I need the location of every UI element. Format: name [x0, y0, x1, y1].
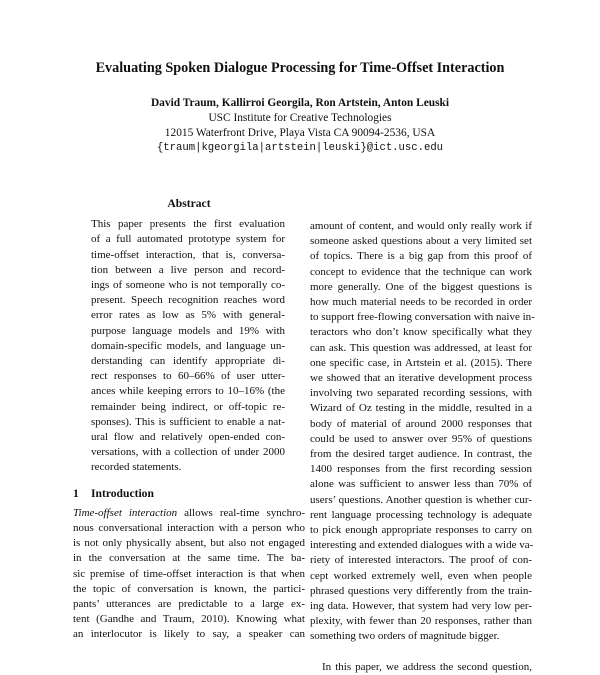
body-line: Wizard of Oz testing in the middle, resulted in a: [310, 402, 532, 415]
abstract-heading: Abstract: [167, 197, 211, 210]
abstract-line: domain-specific models, and language un-: [91, 339, 285, 352]
body-line: we showed that an iterative development process: [310, 372, 532, 385]
intro-line: in the conversation at the same time. The ba-: [73, 552, 305, 565]
body-line: ing data. However, that system had very low per-: [310, 600, 532, 613]
paper-title: Evaluating Spoken Dialogue Processing for Time-Offset Interaction: [95, 60, 505, 76]
abstract-line: of a full automated prototype system for: [91, 233, 285, 246]
author-block: [0, 96, 600, 156]
abstract-line: rect responses to 60–66% of user utter-: [91, 370, 285, 383]
intro-line: sic premise of time-offset interaction is that when: [73, 567, 305, 580]
body-line: more generally. One of the biggest questions is: [310, 280, 532, 293]
introduction-body: [73, 506, 305, 643]
body-line: one specific case, in Artstein et al. (2015). There: [310, 356, 532, 369]
body-line: teractors who don’t know specifically what they: [310, 326, 532, 339]
abstract-line: This paper presents the first evaluation: [91, 218, 285, 231]
abstract-line: remainder being indirect, or off-topic re-: [91, 400, 285, 413]
body-line: could be used to answer over 95% of questions: [310, 432, 532, 445]
body-line: body of material of around 2000 responses that: [310, 417, 532, 430]
body-line: riety of interested interactors. The proof of con-: [310, 554, 532, 567]
author-affiliation: USC Institute for Creative Technologies: [208, 112, 392, 124]
body-line: users’ questions. Another question is whether cur-: [310, 493, 532, 506]
body-line: to pick enough appropriate responses to carry on: [310, 524, 532, 537]
body-line: someone asked questions about a very limited set: [310, 235, 532, 248]
intro-line-rest: allows real-time synchro-: [177, 506, 305, 519]
intro-line: pants’ utterances are predictable to a large ex-: [73, 598, 305, 611]
body-line: concept to evidence that the technique can work: [310, 265, 532, 278]
abstract-line: present. Speech recognition reaches word: [91, 294, 285, 307]
author-email: {traum|kgeorgila|artstein|leuski}@ict.usc.edu: [156, 142, 444, 154]
abstract-line: error rates as low as 5% with general-: [91, 309, 285, 322]
body-line: 1400 responses from the first recording session: [310, 463, 532, 476]
intro-line: nous conversational interaction with a person who: [73, 522, 305, 535]
abstract-line: derstanding can identify appropriate di-: [91, 355, 285, 368]
body-line: alone was sufficient to answer less than 70% of: [310, 478, 532, 491]
body-line: In this paper, we address the second question,: [322, 660, 532, 673]
intro-line: tent (Gandhe and Traum, 2010). Knowing what: [73, 613, 305, 626]
intro-line: an interlocutor is likely to say, a speaker can: [73, 628, 305, 641]
body-line: rent language processing technology is adequate: [310, 508, 532, 521]
body-line: from the desired target audience. In contrast, the: [310, 448, 532, 461]
abstract-line: ings of someone who is not temporally co-: [91, 279, 285, 292]
body-line: plexity, with fewer than 20 responses, rather than: [310, 615, 532, 628]
abstract-line: time-offset interaction, that is, conversa-: [91, 248, 285, 261]
body-line: amount of content, and would only really work if: [310, 220, 532, 232]
abstract-line: purpose language models and 19% with: [91, 324, 285, 337]
abstract-line: ural flow and relatively open-ended con-: [91, 431, 285, 444]
body-line: to support free-flowing conversation with naive in-: [310, 311, 535, 324]
right-column: [310, 219, 535, 675]
abstract-line: versations, with a collection of under 2000: [91, 446, 285, 459]
left-column: [73, 196, 305, 643]
body-line: phrased questions very differently from the train-: [310, 584, 532, 597]
body-line: how much material needs to be recorded in order: [310, 296, 532, 309]
intro-line: is not only physically absent, but also not engaged: [73, 537, 305, 550]
body-line: cept worked extremely well, even when people: [310, 569, 532, 582]
body-line: interesting and extended dialogues with a wide va-: [310, 539, 534, 552]
intro-line: the topic of conversation is known, the partici-: [73, 582, 305, 595]
section-title: Introduction: [91, 486, 154, 500]
abstract-line: sponses). This is sufficient to enable a nat-: [91, 415, 285, 428]
intro-line: [73, 506, 305, 521]
paragraph-break: [310, 645, 532, 660]
section-number: 1: [73, 486, 79, 500]
body-line: can ask. This question was addressed, at least for: [310, 341, 532, 354]
intro-italic-term: Time-offset interaction: [73, 506, 178, 519]
section-heading-introduction: [73, 486, 305, 501]
body-line: involving two separated recording sessions, with: [310, 387, 532, 400]
body-line: something two orders of magnitude bigger.: [310, 630, 500, 643]
author-names: David Traum, Kallirroi Georgila, Ron Artstein, Anton Leuski: [150, 97, 450, 109]
abstract-line: recorded statements.: [91, 461, 182, 474]
abstract-line: ances while keeping errors to 10–16% (the: [91, 385, 285, 398]
body-line: of topics. There is a big gap from this proof of: [310, 250, 532, 263]
author-address: 12015 Waterfront Drive, Playa Vista CA 90094-2536, USA: [164, 127, 436, 139]
abstract-body: [73, 217, 305, 475]
abstract-line: tion between a live person and record-: [91, 263, 285, 276]
